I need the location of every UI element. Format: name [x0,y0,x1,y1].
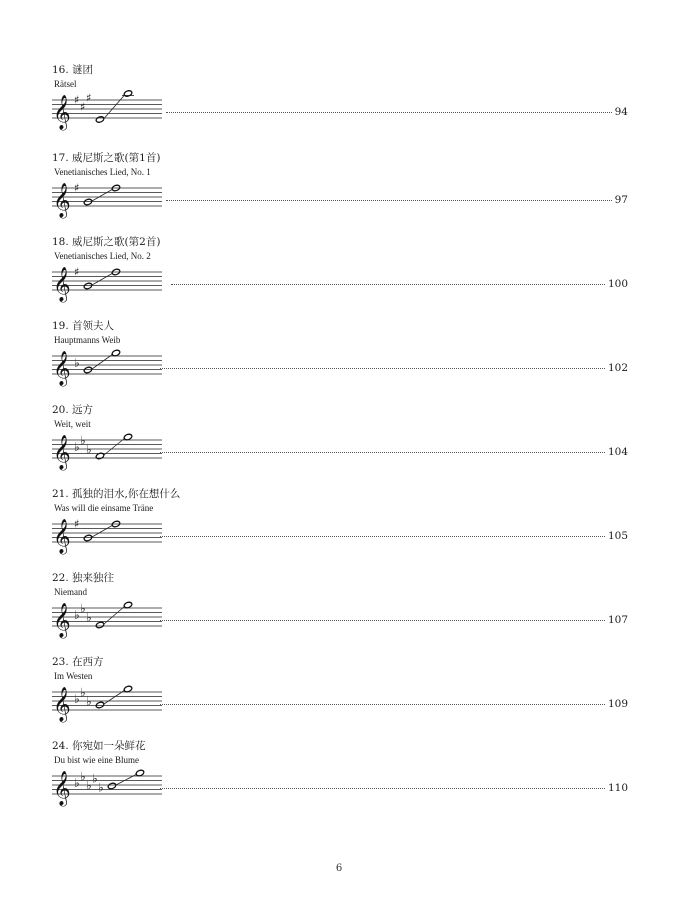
entry-subtitle: Hauptmanns Weib [54,335,121,345]
entry-subtitle: Was will die einsame Träne [54,503,154,513]
entry-number: 16. [52,64,69,76]
page-number-footer: 6 [335,863,343,874]
entry-number: 21. [52,488,69,500]
entry-subtitle: Venetianisches Lied, No. 1 [54,167,151,177]
toc-entry[interactable] [0,404,678,488]
music-incipit-staff [52,686,164,726]
entry-subtitle: Du bist wie eine Blume [54,755,139,765]
entry-title-text: 你宛如一朵鲜花 [72,740,146,752]
range-slur-line [92,189,113,201]
low-note-head [83,534,92,542]
entry-page-number[interactable]: 94 [614,106,628,118]
entry-title-text: 首领夫人 [72,320,115,332]
flat-accidental-icon: ♭ [74,440,80,454]
toc-entry[interactable] [0,572,678,656]
flat-accidental-icon: ♭ [86,778,92,793]
range-slur-line [104,438,125,455]
treble-clef-icon: 𝄞 [53,603,71,638]
low-note-head [83,366,92,374]
entry-page-number[interactable]: 109 [607,698,628,710]
toc-entry[interactable] [0,320,678,404]
flat-accidental-icon: ♭ [74,356,80,370]
entry-title [52,740,146,752]
entry-number: 24. [52,740,69,752]
entry-title-text: 孤独的泪水,你在想什么 [72,488,181,500]
entry-title [52,656,104,668]
entry-title-text: 威尼斯之歌(第2首) [72,236,161,248]
entry-number: 18. [52,236,69,248]
toc-entry[interactable] [0,236,678,320]
music-incipit-staff [52,518,164,558]
treble-clef-icon: 𝄞 [53,687,71,722]
entry-number: 20. [52,404,69,416]
entry-number: 17. [52,152,69,164]
entry-title [52,320,114,332]
entry-title-text: 谜团 [72,64,94,76]
entry-subtitle: Venetianisches Lied, No. 2 [54,251,151,261]
dotted-leader [166,112,612,113]
dotted-leader [160,536,605,537]
dotted-leader [171,284,605,285]
range-slur-line [92,525,113,537]
high-note-head [123,90,132,98]
dotted-leader [160,620,605,621]
music-incipit-staff [52,182,164,222]
entry-title [52,572,114,584]
entry-title [52,488,180,500]
entry-page-number[interactable]: 102 [607,362,628,374]
entry-title-text: 远方 [72,404,94,416]
flat-accidental-icon: ♭ [86,694,92,709]
sharp-accidental-icon: ♯ [80,100,86,114]
music-incipit-staff [52,91,164,134]
range-slur-line [104,95,125,119]
entry-title [52,152,160,164]
music-incipit-staff [52,434,164,474]
flat-accidental-icon: ♭ [80,685,86,700]
dotted-leader [160,788,605,789]
treble-clef-icon: 𝄞 [53,95,71,130]
entry-subtitle: Niemand [54,587,87,597]
flat-accidental-icon: ♭ [74,692,80,706]
toc-entry[interactable] [0,740,678,824]
low-note-head [107,782,116,790]
flat-accidental-icon: ♭ [74,776,80,790]
entry-title [52,64,93,76]
low-note-head [95,621,104,629]
music-incipit-staff [52,266,164,306]
flat-accidental-icon: ♭ [80,601,86,616]
entry-number: 23. [52,656,69,668]
flat-accidental-icon: ♭ [92,771,98,786]
flat-accidental-icon: ♭ [74,608,80,622]
treble-clef-icon: 𝄞 [53,771,71,806]
dotted-leader [160,368,605,369]
dotted-leader [160,704,605,705]
treble-clef-icon: 𝄞 [53,351,71,386]
sharp-accidental-icon: ♯ [74,93,80,107]
entry-subtitle: Im Westen [54,671,93,681]
entry-number: 22. [52,572,69,584]
entry-title [52,236,160,248]
toc-entry[interactable] [0,656,678,740]
entry-page-number[interactable]: 107 [607,614,628,626]
low-note-head [95,701,104,709]
music-incipit-staff [52,770,164,810]
low-note-head [95,116,104,124]
entry-title-text: 威尼斯之歌(第1首) [72,152,161,164]
treble-clef-icon: 𝄞 [53,519,71,554]
music-incipit-staff [52,350,164,390]
entry-page-number[interactable]: 110 [607,782,628,794]
music-incipit-staff [52,602,164,642]
dotted-leader [166,200,612,201]
entry-subtitle: Rätsel [54,79,77,89]
sharp-accidental-icon: ♯ [74,517,80,531]
flat-accidental-icon: ♭ [80,769,86,784]
sharp-accidental-icon: ♯ [86,91,92,105]
range-slur-line [92,273,113,285]
flat-accidental-icon: ♭ [80,433,86,448]
flat-accidental-icon: ♭ [86,610,92,625]
entry-subtitle: Weit, weit [54,419,91,429]
treble-clef-icon: 𝄞 [53,435,71,470]
entry-number: 19. [52,320,69,332]
toc-entry[interactable] [0,488,678,572]
sharp-accidental-icon: ♯ [74,265,80,279]
treble-clef-icon: 𝄞 [53,183,71,218]
dotted-leader [160,452,605,453]
toc-entry[interactable] [0,152,678,236]
low-note-head [83,198,92,206]
entry-page-number[interactable]: 97 [614,194,628,206]
entry-title [52,404,93,416]
treble-clef-icon: 𝄞 [53,267,71,302]
sharp-accidental-icon: ♯ [74,181,80,195]
flat-accidental-icon: ♭ [98,780,104,795]
entry-title-text: 独来独往 [72,572,115,584]
entry-page-number[interactable]: 100 [607,278,628,290]
low-note-head [83,282,92,290]
entry-page-number[interactable]: 104 [607,446,628,458]
toc-entry[interactable] [0,64,678,148]
entry-page-number[interactable]: 105 [607,530,628,542]
flat-accidental-icon: ♭ [86,442,92,457]
entry-title-text: 在西方 [72,656,104,668]
